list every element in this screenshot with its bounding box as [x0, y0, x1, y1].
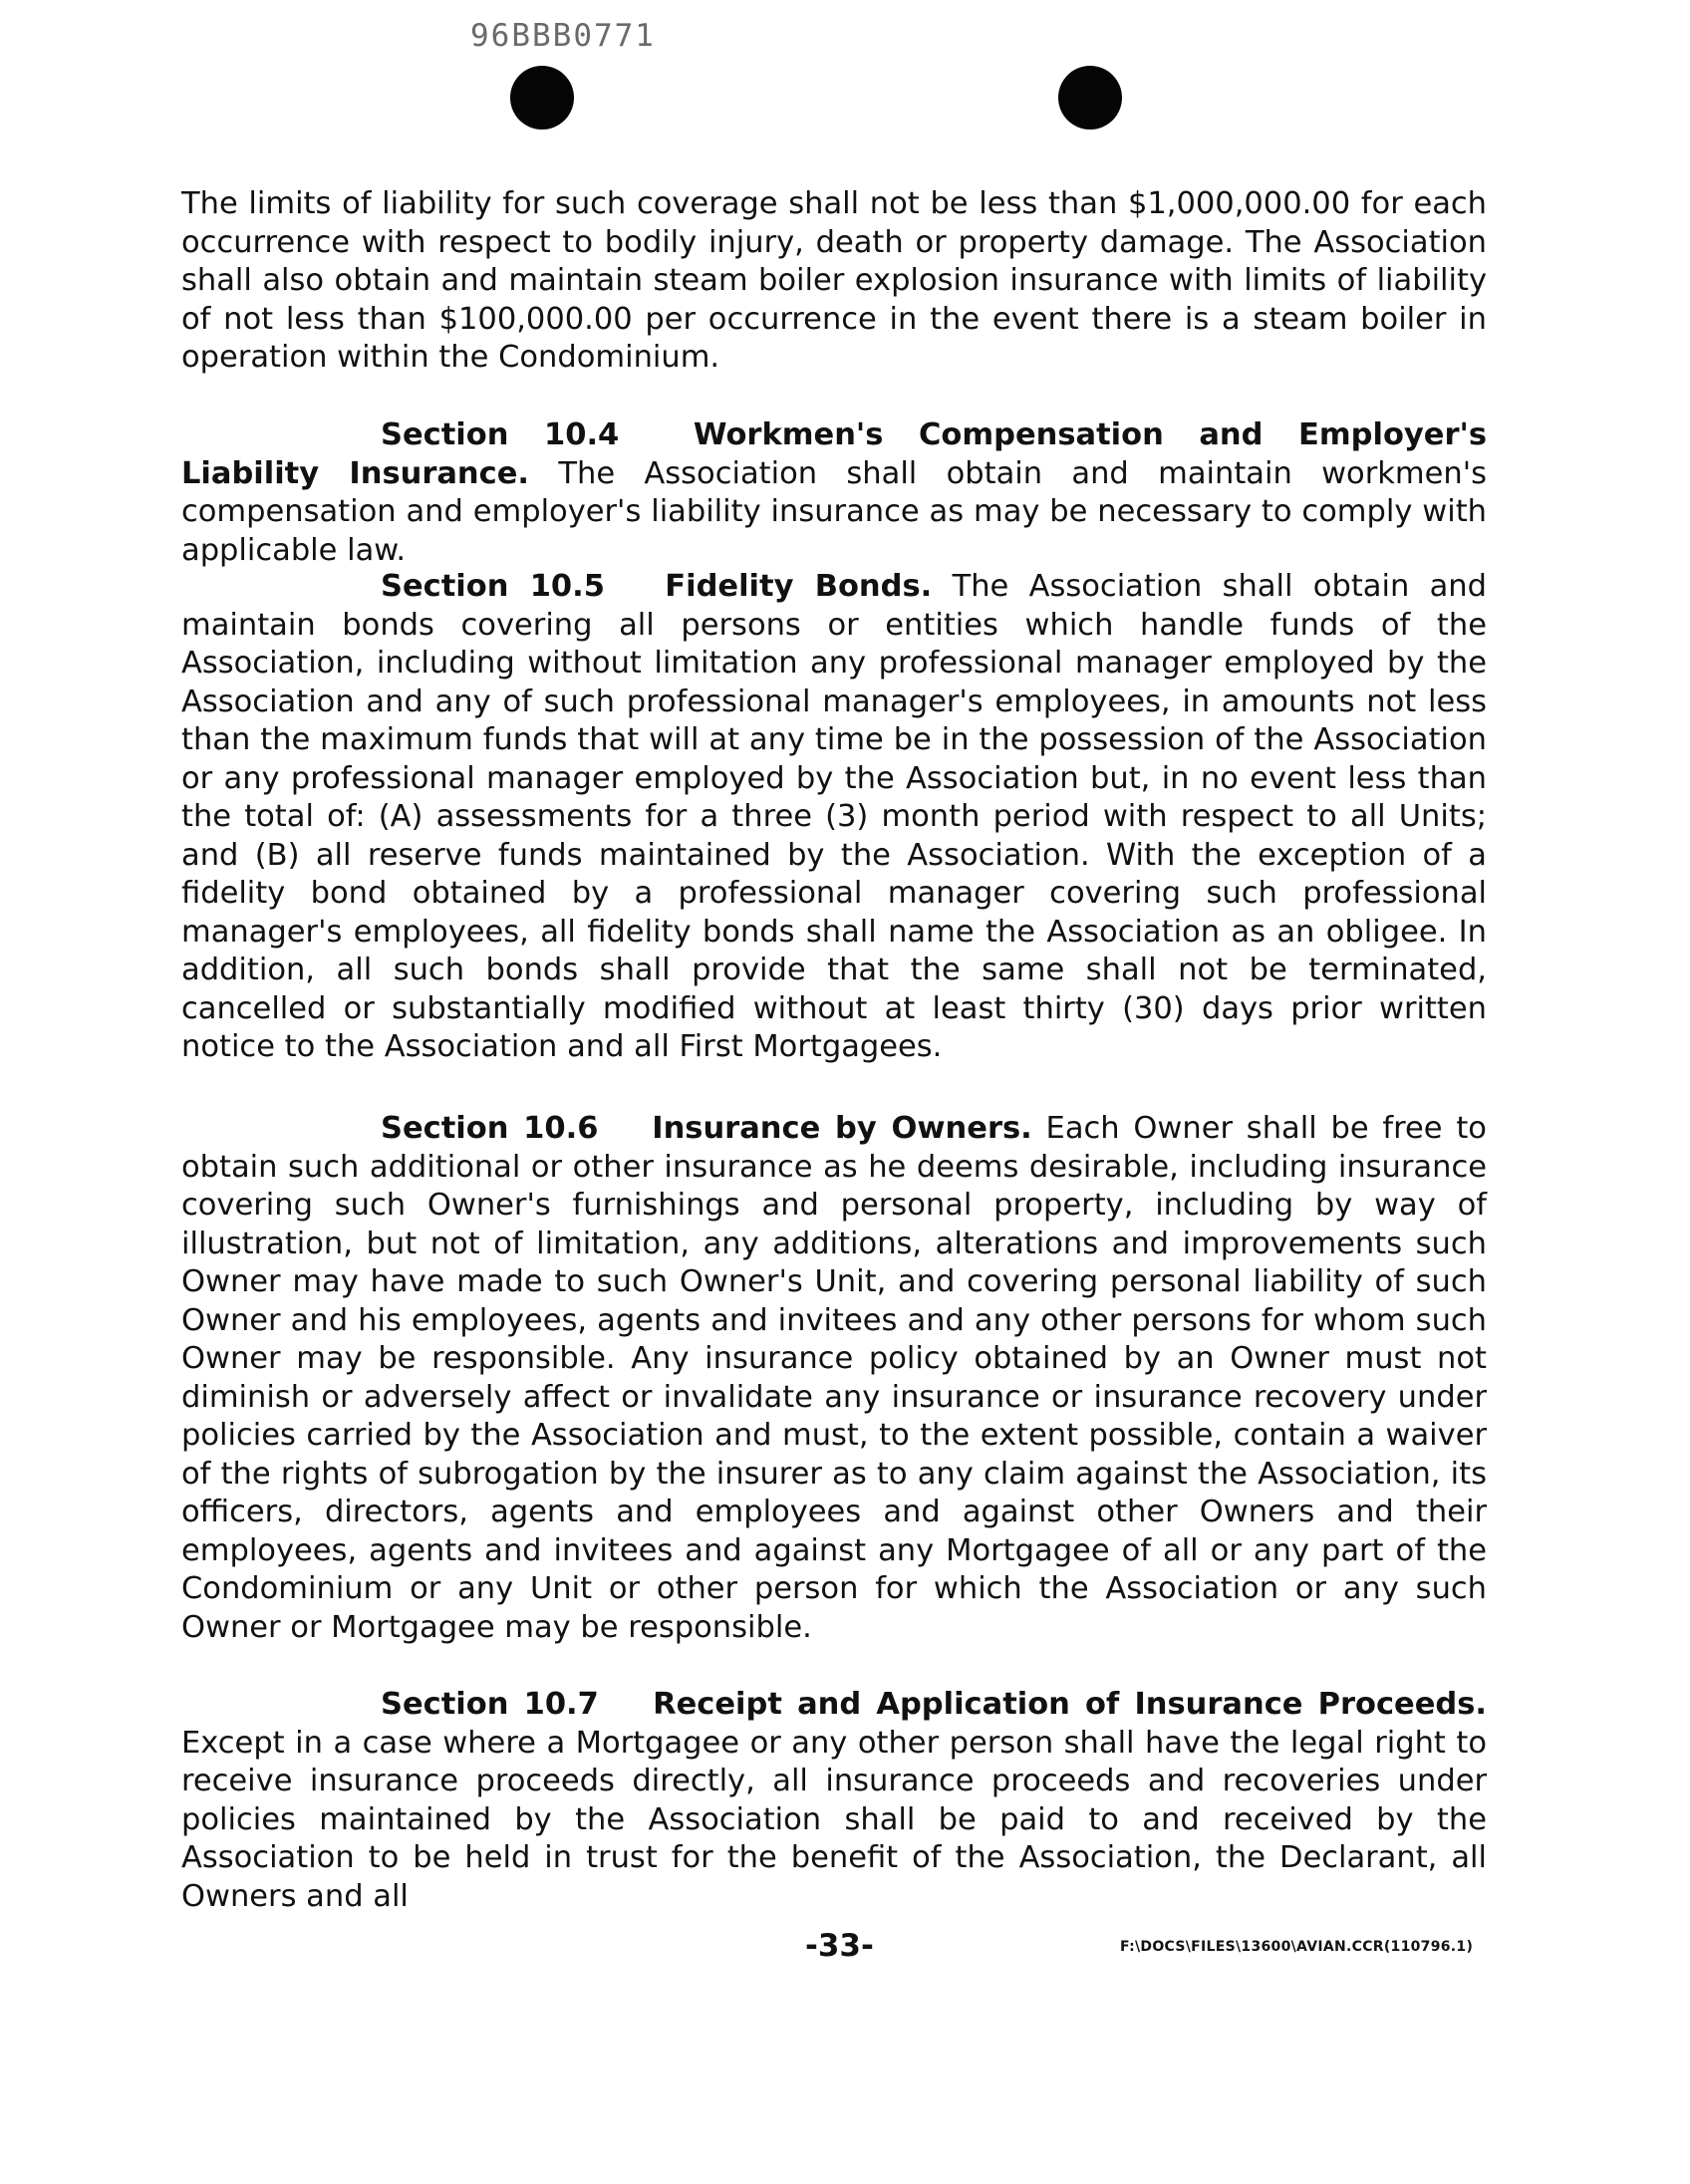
section-number: Section 10.7: [381, 1687, 599, 1722]
paragraph-liability-limits: The limits of liability for such coverage shall not be less than $1,000,000.00 for each occurrence with respect to bodily injury, death or property damage. The Association shall also obtain and maintain steam boiler explosion insurance with limits of liability of not less than $100,000.00 per occurrence in the event there is a steam boiler in operation within the Condominium.: [181, 186, 1487, 375]
file-reference: F:\DOCS\FILES\13600\AVIAN.CCR(110796.1): [1120, 1939, 1474, 1955]
section-number: Section 10.4: [381, 417, 620, 452]
section-10-4: [181, 416, 1487, 570]
document-stamp: 96BBB0771: [470, 18, 656, 54]
section-text: Each Owner shall be free to obtain such additional or other insurance as he deems desirable, including insurance covering such Owner's furnishings and personal property, including by way of illustration, but not of limitation, any additions, alterations and improvements such Owner may have made to such Owner's Unit, and covering personal liability of such Owner and his employees, agents and invitees and any other persons for whom such Owner may be responsible. Any insurance policy obtained by an Owner must not diminish or adversely affect or invalidate any insurance or insurance recovery under policies carried by the Association and must, to the extent possible, contain a waiver of the rights of subrogation by the insurer as to any claim against the Association, its officers, directors, agents and employees and against other Owners and their employees, agents and invitees and against any Mortgagee of all or any part of the Condominium or any Unit or other person for which the Association or any such Owner or Mortgagee may be responsible.: [181, 1111, 1487, 1645]
section-10-7: [181, 1686, 1487, 1916]
section-title: Fidelity Bonds.: [665, 569, 933, 604]
section-title: Insurance by Owners.: [652, 1111, 1032, 1146]
page-number: -33-: [805, 1928, 874, 1964]
section-title: Workmen's Compensation and Employer's Liability Insurance.: [181, 417, 1488, 491]
section-number: Section 10.6: [381, 1111, 599, 1146]
section-10-6: [181, 1110, 1487, 1647]
punch-hole-left: [510, 66, 574, 130]
section-text: The Association shall obtain and maintain workmen's compensation and employer's liability insurance as may be necessary to comply with applicable law.: [181, 455, 1487, 568]
punch-hole-right: [1058, 66, 1122, 130]
section-10-5: [181, 568, 1487, 1067]
section-text: Except in a case where a Mortgagee or any other person shall have the legal right to receive insurance proceeds directly, all insurance proceeds and recoveries under policies maintained by the Association shall be paid to and received by the Association to be held in trust for the benefit of the Association, the Declarant, all Owners and all: [181, 1725, 1487, 1914]
section-text: The Association shall obtain and maintain bonds covering all persons or entities which handle funds of the Association, including without limitation any professional manager employed by the Association and any of such professional manager's employees, in amounts not less than the maximum funds that will at any time be in the possession of the Association or any professional manager employed by the Association but, in no event less than the total of: (A) assessments for a three (3) month period with respect to all Units; and (B) all reserve funds maintained by the Association. With the exception of a fidelity bond obtained by a professional manager covering such professional manager's employees, all fidelity bonds shall name the Association as an obligee. In addition, all such bonds shall provide that the same shall not be terminated, cancelled or substantially modified without at least thirty (30) days prior written notice to the Association and all First Mortgagees.: [181, 569, 1487, 1064]
section-title: Receipt and Application of Insurance Proceeds.: [653, 1687, 1488, 1722]
section-number: Section 10.5: [381, 569, 605, 604]
